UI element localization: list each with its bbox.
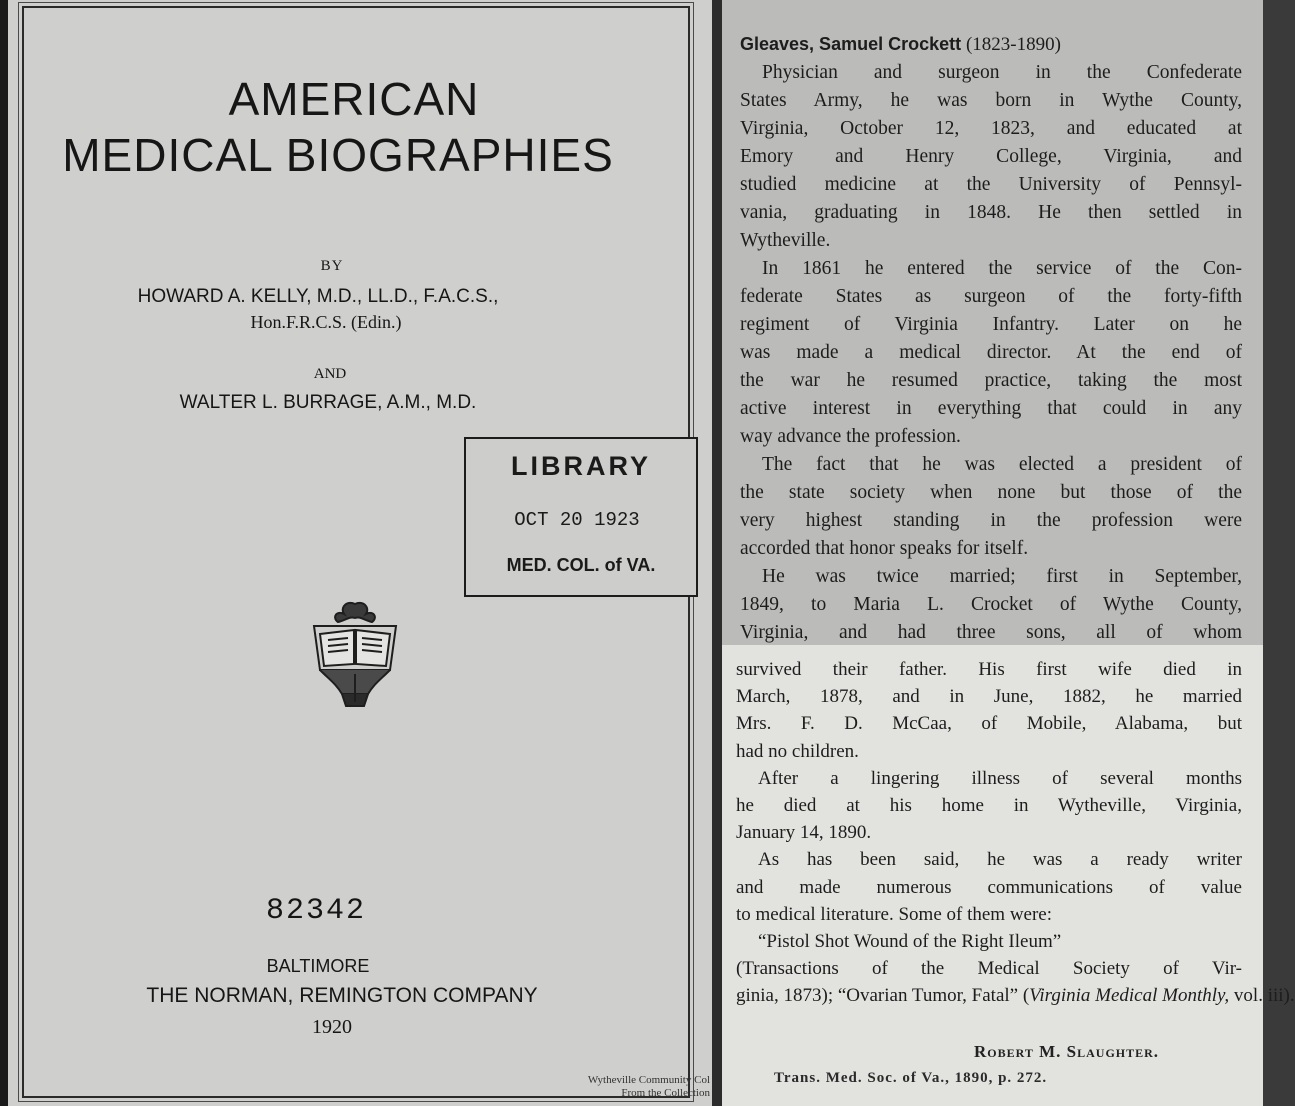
author-1-honors: Hon.F.R.C.S. (Edin.): [250, 312, 402, 332]
collection-note-line-1: Wytheville Community Col: [587, 1074, 710, 1086]
author-2: WALTER L. BURRAGE, A.M., M.D.: [179, 392, 477, 413]
text-line: He was twice married; first in September,: [762, 566, 1242, 587]
collection-note-line-2: From the Collection: [621, 1087, 710, 1099]
and-label: AND: [313, 366, 347, 382]
biography-page: [712, 0, 1295, 1106]
text-line: Physician and surgeon in the Confederate: [762, 62, 1242, 83]
text-line: States Army, he was born in Wythe County,: [740, 90, 1242, 111]
biography-heading: [740, 30, 1242, 59]
text-line: accorded that honor speaks for itself.: [740, 538, 1029, 559]
text-line: In 1861 he entered the service of the Con-: [762, 258, 1242, 279]
text-line: he died at his home in Wytheville, Virginia,: [736, 795, 1242, 817]
text-line: [736, 982, 1295, 1009]
biography-upper-text: [740, 30, 1242, 647]
publisher: THE NORMAN, REMINGTON COMPANY: [146, 984, 538, 1007]
text-line: Mrs. F. D. McCaa, of Mobile, Alabama, but: [736, 713, 1242, 735]
book-title-line-1: AMERICAN: [228, 73, 480, 125]
text-line: The fact that he was elected a president of: [762, 454, 1242, 475]
text-line: regiment of Virginia Infantry. Later on he: [740, 314, 1242, 335]
biography-dates: (1823-1890): [965, 34, 1061, 55]
text-line: survived their father. His first wife died in: [736, 659, 1242, 680]
open-book-emblem-icon: [306, 598, 404, 710]
by-label: BY: [320, 258, 344, 274]
stamp-date: OCT 20 1923: [514, 509, 640, 531]
source-citation: Trans. Med. Soc. of Va., 1890, p. 272.: [774, 1070, 1048, 1086]
text-line: active interest in everything that could in any: [740, 398, 1242, 419]
text-line: Wytheville.: [740, 230, 831, 251]
text-line: (Transactions of the Medical Society of Vir-: [736, 958, 1242, 980]
author-1: HOWARD A. KELLY, M.D., LL.D., F.A.C.S.,: [137, 286, 499, 307]
journal-title: Virginia Medical Monthly,: [1029, 985, 1230, 1007]
text-line: January 14, 1890.: [736, 822, 872, 844]
text-line: studied medicine at the University of Pennsyl-: [740, 174, 1242, 195]
text-line: was made a medical director. At the end of: [740, 342, 1242, 363]
text-line: very highest standing in the profession were: [740, 510, 1242, 531]
text-line: to medical literature. Some of them were:: [736, 903, 1053, 925]
stamp-college: MED. COL. of VA.: [506, 555, 656, 575]
text-line: had no children.: [736, 740, 859, 762]
text-fragment: ginia, 1873); “Ovarian Tumor, Fatal” (: [736, 985, 1030, 1007]
text-line: Emory and Henry College, Virginia, and: [740, 146, 1242, 167]
publication-year: 1920: [312, 1016, 352, 1038]
biography-name: Gleaves, Samuel Crockett: [740, 34, 962, 54]
accession-number: 82342: [265, 894, 366, 928]
text-line: vania, graduating in 1848. He then settled in: [740, 202, 1242, 223]
text-line: “Pistol Shot Wound of the Right Ileum”: [758, 931, 1062, 953]
text-line: the war he resumed practice, taking the most: [740, 370, 1242, 391]
author-signature: Robert M. Slaughter.: [974, 1042, 1160, 1061]
stamp-library-text: LIBRARY: [511, 451, 651, 481]
text-line: 1849, to Maria L. Crocket of Wythe County,: [740, 594, 1242, 615]
text-line: the state society when none but those of the: [740, 482, 1242, 503]
library-stamp: [464, 437, 698, 597]
text-line: and made numerous communications of value: [736, 876, 1242, 898]
text-line: federate States as surgeon of the forty-fifth: [740, 286, 1242, 307]
text-line: Virginia, and had three sons, all of whom: [740, 622, 1242, 643]
text-line: As has been said, he was a ready writer: [758, 849, 1242, 871]
biography-lower-text: [736, 656, 1295, 1010]
book-title-line-2: MEDICAL BIOGRAPHIES: [62, 129, 614, 181]
text-line: After a lingering illness of several months: [758, 767, 1242, 789]
text-line: March, 1878, and in June, 1882, he married: [736, 686, 1242, 708]
publication-place: BALTIMORE: [266, 956, 370, 976]
text-line: Virginia, October 12, 1823, and educated at: [740, 118, 1242, 139]
text-line: way advance the profession.: [740, 426, 961, 447]
collection-note: [526, 1074, 710, 1100]
page-seam: [712, 0, 722, 1106]
text-fragment: vol. iii).: [1229, 985, 1295, 1007]
